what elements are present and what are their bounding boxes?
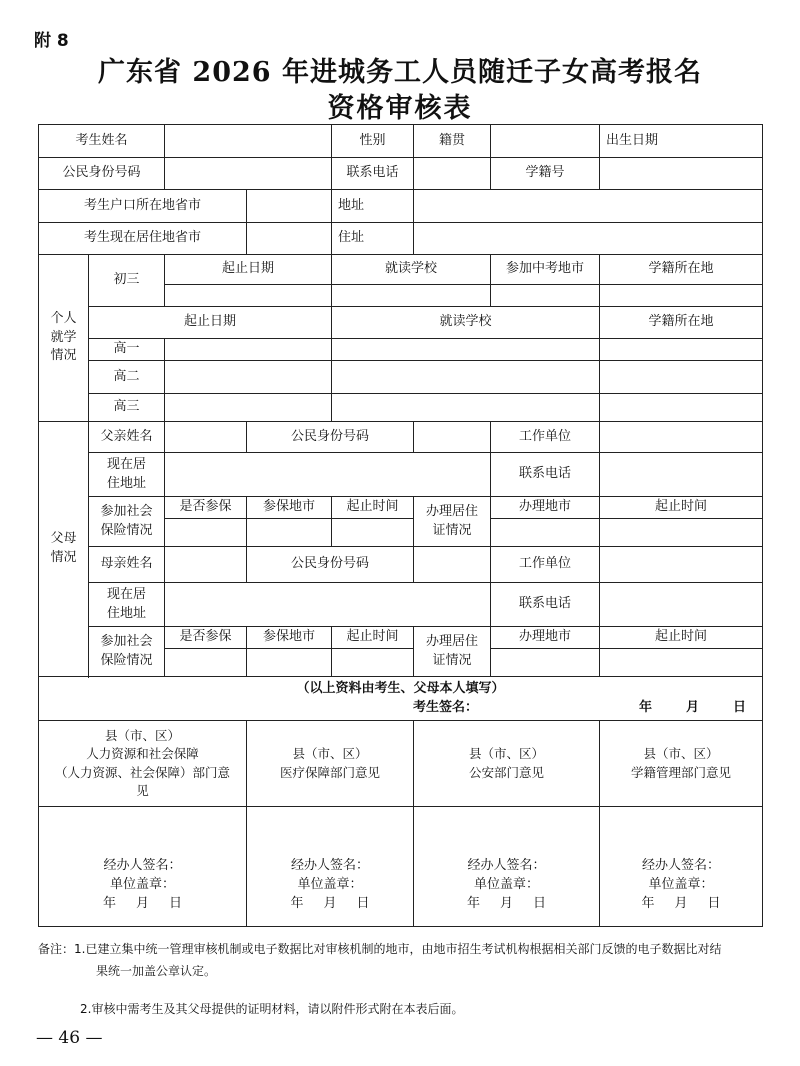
input-father-insured[interactable] xyxy=(165,519,247,547)
input-junior-date[interactable] xyxy=(165,285,332,307)
label-father-address: 现在居 住地址 xyxy=(89,453,165,497)
signature-block-3[interactable]: 经办人签名： 单位盖章： 年 月 日 xyxy=(414,807,600,927)
label-residence-city: 考生现在居住地省市 xyxy=(39,223,247,255)
row-grade-1 xyxy=(39,339,763,361)
col-mother-permit-period: 起止时间 xyxy=(600,627,763,649)
attachment-label: 附 8 xyxy=(34,31,69,51)
label-address: 地址 xyxy=(332,190,414,223)
row-mother-address xyxy=(39,583,763,627)
input-father-work[interactable] xyxy=(600,422,763,453)
label-id-number: 公民身份号码 xyxy=(39,158,165,190)
label-father-work: 工作单位 xyxy=(491,422,600,453)
col-father-insured-city: 参保地市 xyxy=(247,497,332,519)
label-grade-2: 高二 xyxy=(89,361,165,394)
row-grade-3 xyxy=(39,394,763,422)
col-record-location: 学籍所在地 xyxy=(600,255,763,285)
row-basic-2 xyxy=(39,158,763,190)
row-declaration xyxy=(39,677,763,721)
input-grade-2-record[interactable] xyxy=(600,361,763,394)
row-department-signatures xyxy=(39,807,763,927)
input-father-insured-city[interactable] xyxy=(247,519,332,547)
label-mother-insurance: 参加社会 保险情况 xyxy=(89,627,165,677)
note-2: 2.审核中需考生及其父母提供的证明材料，请以附件形式附在本表后面。 xyxy=(80,1002,464,1017)
label-mother-work: 工作单位 xyxy=(491,547,600,583)
input-father-phone[interactable] xyxy=(600,453,763,497)
row-mother-insurance-header xyxy=(39,627,763,649)
declaration-cell xyxy=(39,677,763,721)
input-father-id[interactable] xyxy=(414,422,491,453)
page-title: 广东省 2026 年进城务工人员随迁子女高考报名 xyxy=(98,57,702,88)
input-id-number[interactable] xyxy=(165,158,332,190)
signature-block-1[interactable]: 经办人签名： 单位盖章： 年 月 日 xyxy=(39,807,247,927)
section-parents: 父母 情况 xyxy=(39,422,89,677)
col-start-end-date: 起止日期 xyxy=(165,255,332,285)
col-high-date: 起止日期 xyxy=(89,307,332,339)
input-mother-period[interactable] xyxy=(332,649,414,677)
input-mother-insured-city[interactable] xyxy=(247,649,332,677)
input-hukou-city[interactable] xyxy=(247,190,332,223)
label-mother-id: 公民身份号码 xyxy=(247,547,414,583)
label-mother-address: 现在居 住地址 xyxy=(89,583,165,627)
declaration-signature-line xyxy=(41,699,760,718)
col-mother-permit-city: 办理地市 xyxy=(491,627,600,649)
input-mother-address[interactable] xyxy=(165,583,491,627)
row-basic-4 xyxy=(39,223,763,255)
label-father-id: 公民身份号码 xyxy=(247,422,414,453)
label-phone: 联系电话 xyxy=(332,158,414,190)
label-mother-name: 母亲姓名 xyxy=(89,547,165,583)
label-father-name: 父亲姓名 xyxy=(89,422,165,453)
input-father-address[interactable] xyxy=(165,453,491,497)
col-father-permit-city: 办理地市 xyxy=(491,497,600,519)
signature-block-4[interactable]: 经办人签名： 单位盖章： 年 月 日 xyxy=(600,807,763,927)
col-zhongkao-city: 参加中考地市 xyxy=(491,255,600,285)
label-native-place: 籍贯 xyxy=(414,125,491,158)
opinion-student-record: 县（市、区） 学籍管理部门意见 xyxy=(600,721,763,807)
row-mother-name xyxy=(39,547,763,583)
col-father-insured: 是否参保 xyxy=(165,497,247,519)
declaration-note: （以上资料由考生、父母本人填写） xyxy=(296,680,505,696)
label-student-no: 学籍号 xyxy=(491,158,600,190)
row-basic-3 xyxy=(39,190,763,223)
label-mother-phone: 联系电话 xyxy=(491,583,600,627)
input-phone[interactable] xyxy=(414,158,491,190)
col-father-period: 起止时间 xyxy=(332,497,414,519)
label-gender: 性别 xyxy=(332,125,414,158)
input-grade-3-record[interactable] xyxy=(600,394,763,422)
input-native-place[interactable] xyxy=(491,125,600,158)
input-father-permit-period[interactable] xyxy=(600,519,763,547)
label-junior: 初三 xyxy=(89,255,165,307)
notes xyxy=(38,938,768,1021)
input-father-name[interactable] xyxy=(165,422,247,453)
signature-block-2[interactable]: 经办人签名： 单位盖章： 年 月 日 xyxy=(247,807,414,927)
label-father-phone: 联系电话 xyxy=(491,453,600,497)
student-signature-label: 考生签名： xyxy=(413,699,479,715)
label-mother-permit: 办理居住 证情况 xyxy=(414,627,491,677)
label-father-insurance: 参加社会 保险情况 xyxy=(89,497,165,547)
declaration-date: 年 月 日 xyxy=(638,699,747,715)
opinion-public-security: 县（市、区） 公安部门意见 xyxy=(414,721,600,807)
page-subtitle: 资格审核表 xyxy=(327,93,473,124)
input-address[interactable] xyxy=(414,190,763,223)
col-father-permit-period: 起止时间 xyxy=(600,497,763,519)
row-grade-2 xyxy=(39,361,763,394)
input-father-period[interactable] xyxy=(332,519,414,547)
input-grade-1-date[interactable] xyxy=(165,339,332,361)
input-grade-2-date[interactable] xyxy=(165,361,332,394)
input-mother-insured[interactable] xyxy=(165,649,247,677)
label-birth-date: 出生日期 xyxy=(600,125,763,158)
col-school: 就读学校 xyxy=(332,255,491,285)
col-high-record: 学籍所在地 xyxy=(600,307,763,339)
input-mother-permit-city[interactable] xyxy=(491,649,600,677)
col-mother-insured-city: 参保地市 xyxy=(247,627,332,649)
input-junior-record[interactable] xyxy=(600,285,763,307)
col-mother-insured: 是否参保 xyxy=(165,627,247,649)
input-grade-3-date[interactable] xyxy=(165,394,332,422)
opinion-medical-insurance: 县（市、区） 医疗保障部门意见 xyxy=(247,721,414,807)
input-mother-phone[interactable] xyxy=(600,583,763,627)
input-mother-permit-period[interactable] xyxy=(600,649,763,677)
note-1-continued: 果统一加盖公章认定。 xyxy=(96,964,217,979)
row-father-insurance-header xyxy=(39,497,763,519)
input-junior-city[interactable] xyxy=(491,285,600,307)
input-student-no[interactable] xyxy=(600,158,763,190)
input-mother-name[interactable] xyxy=(165,547,247,583)
section-study: 个人 就学 情况 xyxy=(39,255,89,422)
input-grade-3-school[interactable] xyxy=(332,394,600,422)
input-mother-work[interactable] xyxy=(600,547,763,583)
row-junior-header xyxy=(39,255,763,285)
label-grade-1: 高一 xyxy=(89,339,165,361)
row-father-address xyxy=(39,453,763,497)
col-high-school: 就读学校 xyxy=(332,307,600,339)
label-residence: 住址 xyxy=(332,223,414,255)
row-basic-1 xyxy=(39,125,763,158)
input-junior-school[interactable] xyxy=(332,285,491,307)
input-name[interactable] xyxy=(165,125,332,158)
opinion-hr-social-security: 县（市、区） 人力资源和社会保障 （人力资源、社会保障）部门意 见 xyxy=(39,721,247,807)
row-father-name xyxy=(39,422,763,453)
input-mother-id[interactable] xyxy=(414,547,491,583)
label-grade-3: 高三 xyxy=(89,394,165,422)
note-1: 备注：1.已建立集中统一管理审核机制或电子数据比对审核机制的地市，由地市招生考试机构根据相关部门反馈的电子数据比对结 xyxy=(38,942,722,956)
label-name: 考生姓名 xyxy=(39,125,165,158)
input-grade-1-record[interactable] xyxy=(600,339,763,361)
row-department-opinions xyxy=(39,721,763,807)
input-father-permit-city[interactable] xyxy=(491,519,600,547)
label-hukou-city: 考生户口所在地省市 xyxy=(39,190,247,223)
input-grade-2-school[interactable] xyxy=(332,361,600,394)
input-residence-city[interactable] xyxy=(247,223,332,255)
input-residence[interactable] xyxy=(414,223,763,255)
qualification-review-table xyxy=(38,124,763,927)
col-mother-period: 起止时间 xyxy=(332,627,414,649)
page-number: — 46 — xyxy=(36,1028,103,1048)
label-father-permit: 办理居住 证情况 xyxy=(414,497,491,547)
input-grade-1-school[interactable] xyxy=(332,339,600,361)
row-high-header xyxy=(39,307,763,339)
